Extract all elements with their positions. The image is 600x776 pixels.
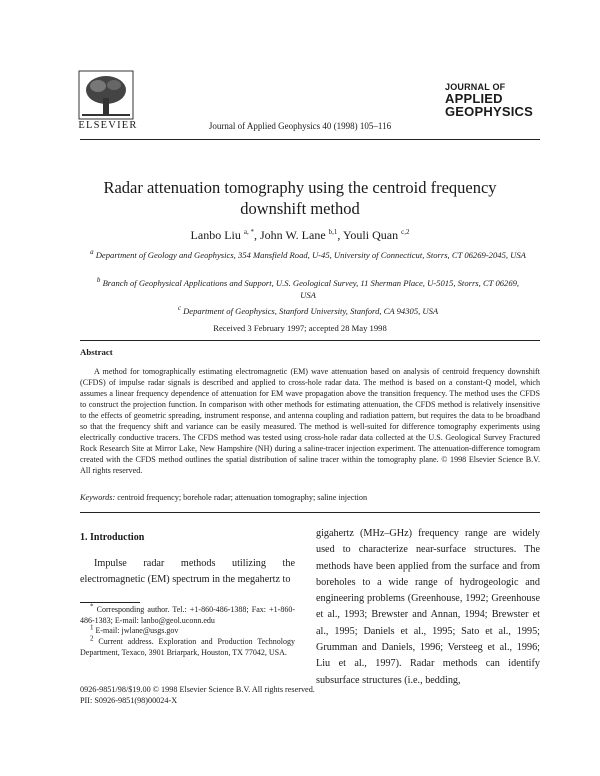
affiliation-mark: b xyxy=(96,276,101,285)
affiliation xyxy=(88,250,528,262)
author-separator: , xyxy=(253,228,260,242)
affiliation-text: Department of Geology and Geophysics, 354 Mansfield Road, U-45, University of Connecticut, Storrs, CT 06269-2045, USA xyxy=(95,250,526,260)
author-name: John W. Lane xyxy=(259,228,326,242)
author-affiliation-mark: c,2 xyxy=(401,228,410,236)
abstract-heading: Abstract xyxy=(80,347,113,357)
footnotes xyxy=(80,602,296,659)
body-divider xyxy=(80,512,540,513)
keywords-text: centroid frequency; borehole radar; attenuation tomography; saline injection xyxy=(117,493,368,502)
author-affiliation-mark: b,1 xyxy=(328,228,338,236)
body-paragraph-right-column: gigahertz (MHz–GHz) frequency range are widely used to characterize near-surface structures. The methods have been applied from the surface and from boreholes to a wide range of hydrogeologic and engineering problems (Greenhouse, 1992; Greenhouse et al., 1993; Brewster and Annan, 1994; Brewster et al., 1995; Daniels et al., 1995; Sato et al., 1995; Grumman and Daniels, 1996; Versteeg et al., 1996; Liu et al., 1997). Radar methods can identify subsurface structures (i.e., bedding, xyxy=(316,528,540,686)
copyright-footer xyxy=(80,684,315,706)
keywords-label: Keywords: xyxy=(80,493,116,502)
affiliation xyxy=(88,278,528,301)
publisher-name: ELSEVIER xyxy=(78,120,138,131)
received-dates: Received 3 February 1997; accepted 28 May 1998 xyxy=(213,323,387,333)
footnote-mark: 1 xyxy=(90,623,94,632)
footnote-mark: 2 xyxy=(90,634,94,643)
section-heading: 1. Introduction xyxy=(80,532,145,543)
author-name: Lanbo Liu xyxy=(190,228,241,242)
author-affiliation-mark: a, * xyxy=(243,228,254,236)
article-title: Radar attenuation tomography using the centroid frequency downshift method xyxy=(103,178,497,218)
footnote xyxy=(80,634,295,658)
footnote-text: Current address. Exploration and Production Technology Department, Texaco, 3901 Briarpark, Houston, TX 77042, USA. xyxy=(80,637,295,657)
affiliation-mark: c xyxy=(177,304,181,313)
body-paragraph: Impulse radar methods utilizing the electromagnetic (EM) spectrum in the megahertz to xyxy=(80,558,295,586)
issn-line: 0926-9851/98/$19.00 © 1998 Elsevier Science B.V. All rights reserved. xyxy=(80,685,315,694)
footnote-divider xyxy=(80,602,140,603)
pii-line: PII: S0926-9851(98)00024-X xyxy=(80,696,178,705)
journal-logo-line: APPLIED xyxy=(445,91,503,106)
abstract-text: A method for tomographically estimating electromagnetic (EM) wave attenuation based on analysis of centroid frequency downshift (CFDS) of impulse radar signals is described and applied to cross-hole radar data. The method is based on a constant-Q model, which assumes a linear frequency dependence of attenuation for EM wave propagation above the transition frequency. The method uses the CFDS to construct the projection function. In comparison with other methods for estimating attenuation, the CFDS method is relatively insensitive to the effects of geometric spreading, instrument response, and antenna coupling and radiation pattern, but requires the data to be broadband so that the frequency shift and variance can be easily measured. The method is well-suited for difference tomography experiments using electrically conductive tracers. The CFDS method was tested using cross-hole radar data collected at the U.S. Geological Survey Fractured Rock Research Site at Mirror Lake, New Hampshire (NH) during a saline-tracer injection experiment. The attenuation-difference tomogram created with the CFDS method outlines the spatial distribution of saline tracer within the tomography plane. © 1998 Elsevier Science B.V. All rights reserved. xyxy=(80,367,540,475)
affiliation-text: Department of Geophysics, Stanford University, Stanford, CA 94305, USA xyxy=(183,306,439,316)
affiliation-mark: a xyxy=(90,248,94,257)
author-name: Youli Quan xyxy=(342,228,399,242)
journal-logo-line: GEOPHYSICS xyxy=(445,104,533,119)
author-separator: , xyxy=(337,228,343,242)
journal-logo-line: JOURNAL OF xyxy=(445,82,506,92)
footnote-mark: * xyxy=(90,602,94,611)
footnote-text: Corresponding author. Tel.: +1-860-486-1388; Fax: +1-860-486-1383; E-mail: lanbo@geol.uconn.edu xyxy=(80,605,296,625)
author-list xyxy=(0,228,600,243)
keywords xyxy=(80,493,540,502)
elsevier-tree-icon xyxy=(78,70,134,120)
abstract-divider xyxy=(80,340,540,341)
footnote xyxy=(80,623,295,637)
affiliation xyxy=(88,306,528,318)
affiliation-text: Branch of Geophysical Applications and Support, U.S. Geological Survey, 11 Sherman Place, U-5015, Storrs, CT 06269, USA xyxy=(102,278,520,300)
footnote-text: E-mail: jwlane@usgs.gov xyxy=(95,626,179,636)
journal-citation: Journal of Applied Geophysics 40 (1998) 105–116 xyxy=(208,121,392,131)
header-divider xyxy=(80,139,540,140)
footnote xyxy=(80,602,296,626)
journal-logo xyxy=(445,83,535,118)
